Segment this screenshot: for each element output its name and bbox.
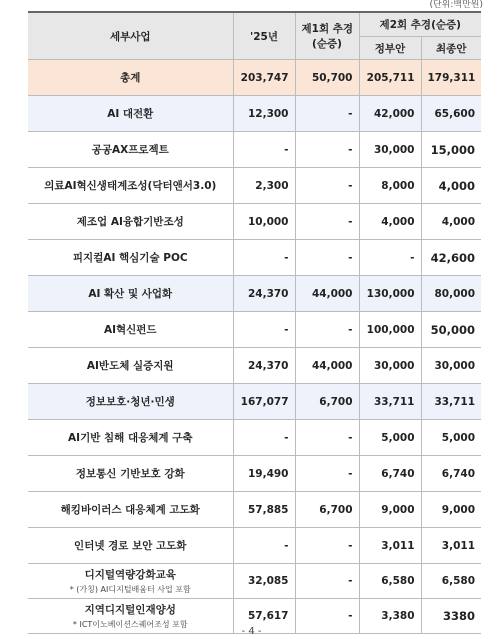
cell-gov: 5,000 xyxy=(359,420,421,456)
table-row xyxy=(28,96,481,132)
cell-gov: 33,711 xyxy=(359,384,421,420)
row-note: * ICT이노베이션스퀘어조성 포함 xyxy=(72,620,188,629)
cell-gov: 3,380 xyxy=(359,599,421,634)
cell-y25: 2,300 xyxy=(233,168,295,204)
table-row xyxy=(28,420,481,456)
cell-supp1: - xyxy=(295,204,359,240)
row-name: AI기반 침해 대응체계 구축 xyxy=(68,432,193,444)
cell-gov: 30,000 xyxy=(359,132,421,168)
cell-supp1: - xyxy=(295,420,359,456)
table-row xyxy=(28,564,481,599)
header-gov: 정부안 xyxy=(359,37,421,60)
cell-supp1: 44,000 xyxy=(295,348,359,384)
cell-gov: 130,000 xyxy=(359,276,421,312)
cell-final: 4,000 xyxy=(421,204,481,240)
row-note: * (가칭) AI디지털배움터 사업 포함 xyxy=(69,585,191,594)
row-name: AI혁신펀드 xyxy=(103,324,157,336)
cell-final: 42,600 xyxy=(421,240,481,276)
row-name: AI 대전환 xyxy=(107,108,154,120)
cell-final: 65,600 xyxy=(421,96,481,132)
row-name: 지역디지털인재양성 xyxy=(84,604,176,616)
cell-y25: 57,617 xyxy=(233,599,295,634)
row-name: 공공AX프로젝트 xyxy=(91,144,169,156)
header-2025: '25년 xyxy=(233,12,295,60)
cell-gov: 42,000 xyxy=(359,96,421,132)
row-name: 정보보호·청년·민생 xyxy=(85,396,175,408)
row-name: 의료AI혁신생태계조성(닥터앤서3.0) xyxy=(44,180,217,192)
cell-final: 9,000 xyxy=(421,492,481,528)
cell-y25: - xyxy=(233,528,295,564)
table-row xyxy=(28,204,481,240)
cell-y25: 12,300 xyxy=(233,96,295,132)
cell-y25: - xyxy=(233,240,295,276)
cell-gov: 6,580 xyxy=(359,564,421,599)
cell-supp1: - xyxy=(295,564,359,599)
row-name-cell xyxy=(28,384,233,420)
cell-final: 15,000 xyxy=(421,132,481,168)
row-name-cell xyxy=(28,96,233,132)
row-name-cell xyxy=(28,348,233,384)
budget-table xyxy=(28,11,481,634)
table-row xyxy=(28,132,481,168)
table-row xyxy=(28,168,481,204)
row-name-cell xyxy=(28,564,233,599)
row-name-cell xyxy=(28,420,233,456)
row-name: 정보통신 기반보호 강화 xyxy=(75,468,185,480)
row-name-cell xyxy=(28,204,233,240)
cell-y25: 167,077 xyxy=(233,384,295,420)
row-name-cell xyxy=(28,312,233,348)
row-name: 총계 xyxy=(120,72,141,84)
cell-final: 6,740 xyxy=(421,456,481,492)
cell-final: 5,000 xyxy=(421,420,481,456)
cell-supp1: - xyxy=(295,599,359,634)
cell-supp1: - xyxy=(295,312,359,348)
cell-final: 6,580 xyxy=(421,564,481,599)
row-name: 인터넷 경로 보안 고도화 xyxy=(74,540,187,552)
unit-label: (단위:백만원) xyxy=(429,0,483,10)
table-row xyxy=(28,60,481,96)
cell-y25: 57,885 xyxy=(233,492,295,528)
row-name-cell xyxy=(28,132,233,168)
table-row xyxy=(28,456,481,492)
cell-supp1: 6,700 xyxy=(295,384,359,420)
cell-gov: 9,000 xyxy=(359,492,421,528)
cell-y25: - xyxy=(233,132,295,168)
row-name-cell xyxy=(28,60,233,96)
row-name-cell xyxy=(28,276,233,312)
cell-final: 30,000 xyxy=(421,348,481,384)
cell-supp1: 50,700 xyxy=(295,60,359,96)
row-name: 피지컬AI 핵심기술 POC xyxy=(72,252,188,264)
cell-supp1: - xyxy=(295,528,359,564)
row-name-cell xyxy=(28,456,233,492)
table-row xyxy=(28,348,481,384)
cell-supp1: - xyxy=(295,456,359,492)
cell-final: 50,000 xyxy=(421,312,481,348)
cell-gov: 205,711 xyxy=(359,60,421,96)
cell-supp1: - xyxy=(295,240,359,276)
row-name: 디지털역량강화교육 xyxy=(84,569,176,581)
cell-gov: - xyxy=(359,240,421,276)
header-supp1-line1: 제1회 추경 xyxy=(301,23,354,35)
cell-supp1: 6,700 xyxy=(295,492,359,528)
cell-supp1: - xyxy=(295,168,359,204)
cell-gov: 3,011 xyxy=(359,528,421,564)
cell-final: 179,311 xyxy=(421,60,481,96)
page-number: - 4 - xyxy=(241,626,262,637)
cell-supp1: - xyxy=(295,96,359,132)
cell-supp1: 44,000 xyxy=(295,276,359,312)
cell-supp1: - xyxy=(295,132,359,168)
cell-final: 3380 xyxy=(421,599,481,634)
table-row xyxy=(28,492,481,528)
row-name-cell xyxy=(28,168,233,204)
cell-gov: 30,000 xyxy=(359,348,421,384)
header-supp2: 제2회 추경(순증) xyxy=(359,12,481,37)
cell-y25: 19,490 xyxy=(233,456,295,492)
table-row xyxy=(28,384,481,420)
cell-y25: - xyxy=(233,420,295,456)
table-row xyxy=(28,312,481,348)
cell-y25: 24,370 xyxy=(233,348,295,384)
cell-gov: 6,740 xyxy=(359,456,421,492)
cell-y25: 24,370 xyxy=(233,276,295,312)
header-business: 세부사업 xyxy=(28,12,233,60)
cell-y25: - xyxy=(233,312,295,348)
cell-gov: 4,000 xyxy=(359,204,421,240)
header-supp1-line2: (순증) xyxy=(312,38,342,50)
cell-final: 4,000 xyxy=(421,168,481,204)
header-final: 최종안 xyxy=(421,37,481,60)
row-name-cell xyxy=(28,240,233,276)
cell-final: 33,711 xyxy=(421,384,481,420)
cell-final: 3,011 xyxy=(421,528,481,564)
table-row xyxy=(28,240,481,276)
row-name: AI 확산 및 사업화 xyxy=(88,288,173,300)
cell-y25: 203,747 xyxy=(233,60,295,96)
cell-gov: 8,000 xyxy=(359,168,421,204)
header-supp1 xyxy=(295,12,359,60)
table-row xyxy=(28,528,481,564)
cell-y25: 10,000 xyxy=(233,204,295,240)
table-row xyxy=(28,276,481,312)
row-name: 제조업 AI융합기반조성 xyxy=(76,216,184,228)
cell-gov: 100,000 xyxy=(359,312,421,348)
table-body xyxy=(28,60,481,634)
row-name-cell xyxy=(28,528,233,564)
row-name-cell xyxy=(28,492,233,528)
row-name: AI반도체 실증지원 xyxy=(86,360,174,372)
table-header xyxy=(28,12,481,60)
cell-final: 80,000 xyxy=(421,276,481,312)
cell-y25: 32,085 xyxy=(233,564,295,599)
row-name: 해킹바이러스 대응체계 고도화 xyxy=(60,504,200,516)
